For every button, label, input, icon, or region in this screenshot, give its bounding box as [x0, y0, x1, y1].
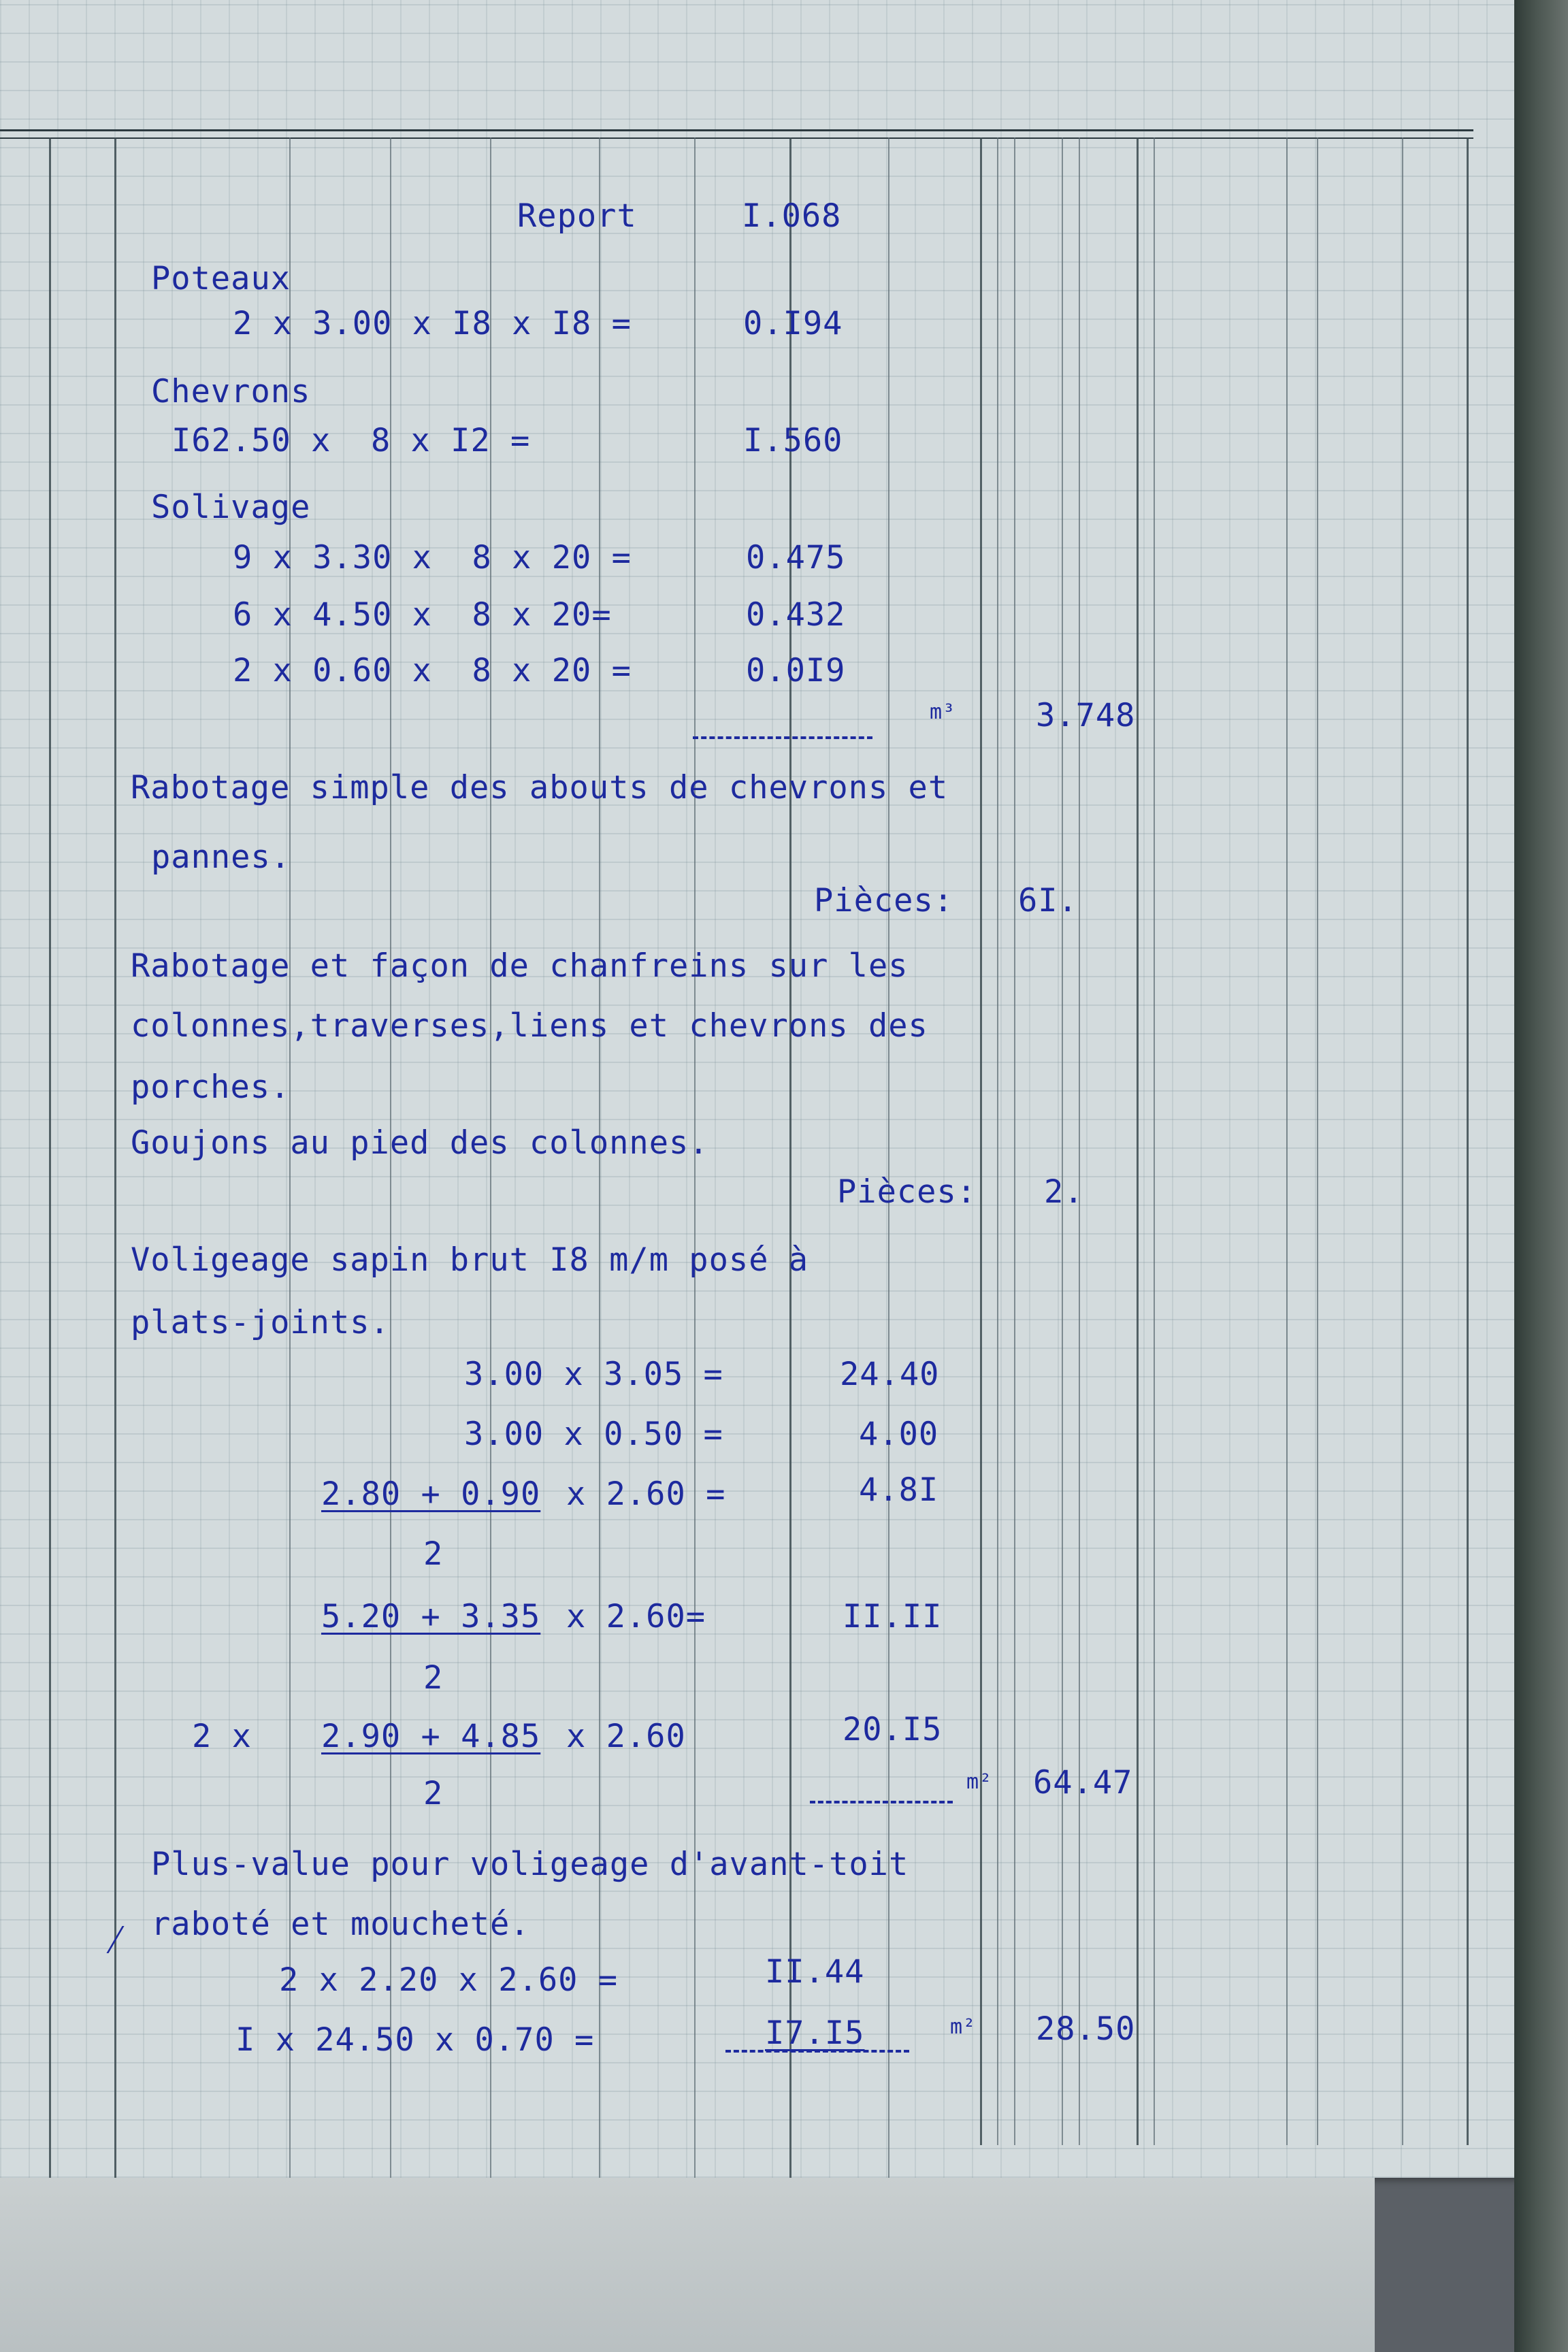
- subtotal-rule: [693, 736, 872, 739]
- voligeage-line-1: Voligeage sapin brut I8 m/m posé à: [131, 1241, 809, 1279]
- poteaux-calculation: 2 x 3.00 x I8 x I8 =: [233, 305, 632, 342]
- rabotage-simple-line-2: pannes.: [151, 838, 291, 876]
- poteaux-heading: Poteaux: [151, 260, 291, 297]
- pieces-label: Pièces:: [837, 1173, 977, 1211]
- subtotal-rule: [810, 1801, 953, 1803]
- column-rule: [1317, 137, 1318, 2145]
- solivage-calculation: 6 x 4.50 x 8 x 20=: [233, 596, 612, 634]
- pieces-label: Pièces:: [814, 882, 954, 919]
- underlying-pages: [0, 2178, 1375, 2352]
- poteaux-value: 0.I94: [743, 305, 843, 342]
- unit-m2: m²: [966, 1770, 993, 1794]
- column-rule: [1079, 137, 1080, 2145]
- goujons-line: Goujons au pied des colonnes.: [131, 1124, 709, 1162]
- plus-value-line-1: Plus-value pour voligeage d'avant-toit: [151, 1846, 909, 1883]
- check-mark: [106, 1926, 148, 1953]
- fraction-denominator: 2: [423, 1775, 444, 1812]
- solivage-value: 0.0I9: [746, 652, 846, 689]
- total-volume: 3.748: [1036, 697, 1136, 734]
- voligeage-calculation: 3.00 x 3.05 =: [464, 1356, 723, 1393]
- fraction-denominator: 2: [423, 1659, 444, 1697]
- voligeage-calculation: 3.00 x 0.50 =: [464, 1416, 723, 1453]
- fraction-multiplier: x 2.60: [566, 1718, 686, 1755]
- top-rule: [0, 129, 1473, 131]
- report-label: Report: [517, 197, 637, 235]
- column-rule: [980, 137, 982, 2145]
- voligeage-value: 4.00: [859, 1416, 939, 1453]
- total-area: 28.50: [1036, 2010, 1136, 2048]
- rabotage-chanfreins-line-1: Rabotage et façon de chanfreins sur les: [131, 947, 909, 985]
- column-rule: [1467, 137, 1469, 2145]
- voligeage-value: 4.8I: [859, 1471, 939, 1509]
- rabotage-simple-line-1: Rabotage simple des abouts de chevrons et: [131, 769, 949, 806]
- column-rule: [1137, 137, 1139, 2145]
- fraction-multiplier: x 2.60=: [566, 1598, 706, 1635]
- plus-value-value: II.44: [765, 1953, 865, 1991]
- voligeage-line-2: plats-joints.: [131, 1304, 390, 1341]
- solivage-heading: Solivage: [151, 489, 311, 526]
- unit-m2: m²: [950, 2015, 977, 2039]
- binder-edge: [1514, 0, 1568, 2352]
- plus-value-value: I7.I5: [765, 2014, 865, 2052]
- subtotal-rule: [725, 2050, 909, 2053]
- solivage-calculation: 2 x 0.60 x 8 x 20 =: [233, 652, 632, 689]
- solivage-calculation: 9 x 3.30 x 8 x 20 =: [233, 539, 632, 576]
- solivage-value: 0.475: [746, 539, 846, 576]
- plus-value-calculation: I x 24.50 x 0.70 =: [235, 2021, 595, 2059]
- pieces-value: 6I.: [1018, 882, 1078, 919]
- fraction-denominator: 2: [423, 1535, 444, 1573]
- fraction-multiplier: x 2.60 =: [566, 1475, 726, 1513]
- fraction-prefix: 2 x: [192, 1718, 252, 1755]
- column-rule: [1402, 137, 1403, 2145]
- voligeage-value: 24.40: [840, 1356, 940, 1393]
- top-rule-2: [0, 137, 1473, 139]
- chevrons-calculation: I62.50 x 8 x I2 =: [172, 422, 531, 459]
- column-rule: [114, 137, 116, 2179]
- pieces-value: 2.: [1044, 1173, 1084, 1211]
- column-rule: [997, 137, 998, 2145]
- unit-m3: m³: [930, 700, 956, 724]
- chevrons-heading: Chevrons: [151, 373, 311, 410]
- total-area: 64.47: [1033, 1764, 1133, 1801]
- report-value: I.068: [742, 197, 842, 235]
- fraction-numerator: 5.20 + 3.35: [321, 1598, 541, 1635]
- plus-value-line-2: raboté et moucheté.: [151, 1906, 530, 1943]
- column-rule: [1014, 137, 1015, 2145]
- column-rule: [49, 137, 51, 2179]
- column-rule: [1062, 137, 1063, 2145]
- solivage-value: 0.432: [746, 596, 846, 634]
- column-rule: [1154, 137, 1155, 2145]
- column-rule: [1286, 137, 1288, 2145]
- voligeage-value: II.II: [843, 1598, 943, 1635]
- fraction-numerator: 2.90 + 4.85: [321, 1718, 541, 1755]
- rabotage-chanfreins-line-3: porches.: [131, 1068, 291, 1106]
- rabotage-chanfreins-line-2: colonnes,traverses,liens et chevrons des: [131, 1007, 928, 1045]
- fraction-numerator: 2.80 + 0.90: [321, 1475, 541, 1513]
- chevrons-value: I.560: [743, 422, 843, 459]
- voligeage-value: 20.I5: [843, 1711, 943, 1748]
- plus-value-calculation: 2 x 2.20 x 2.60 =: [279, 1961, 619, 1999]
